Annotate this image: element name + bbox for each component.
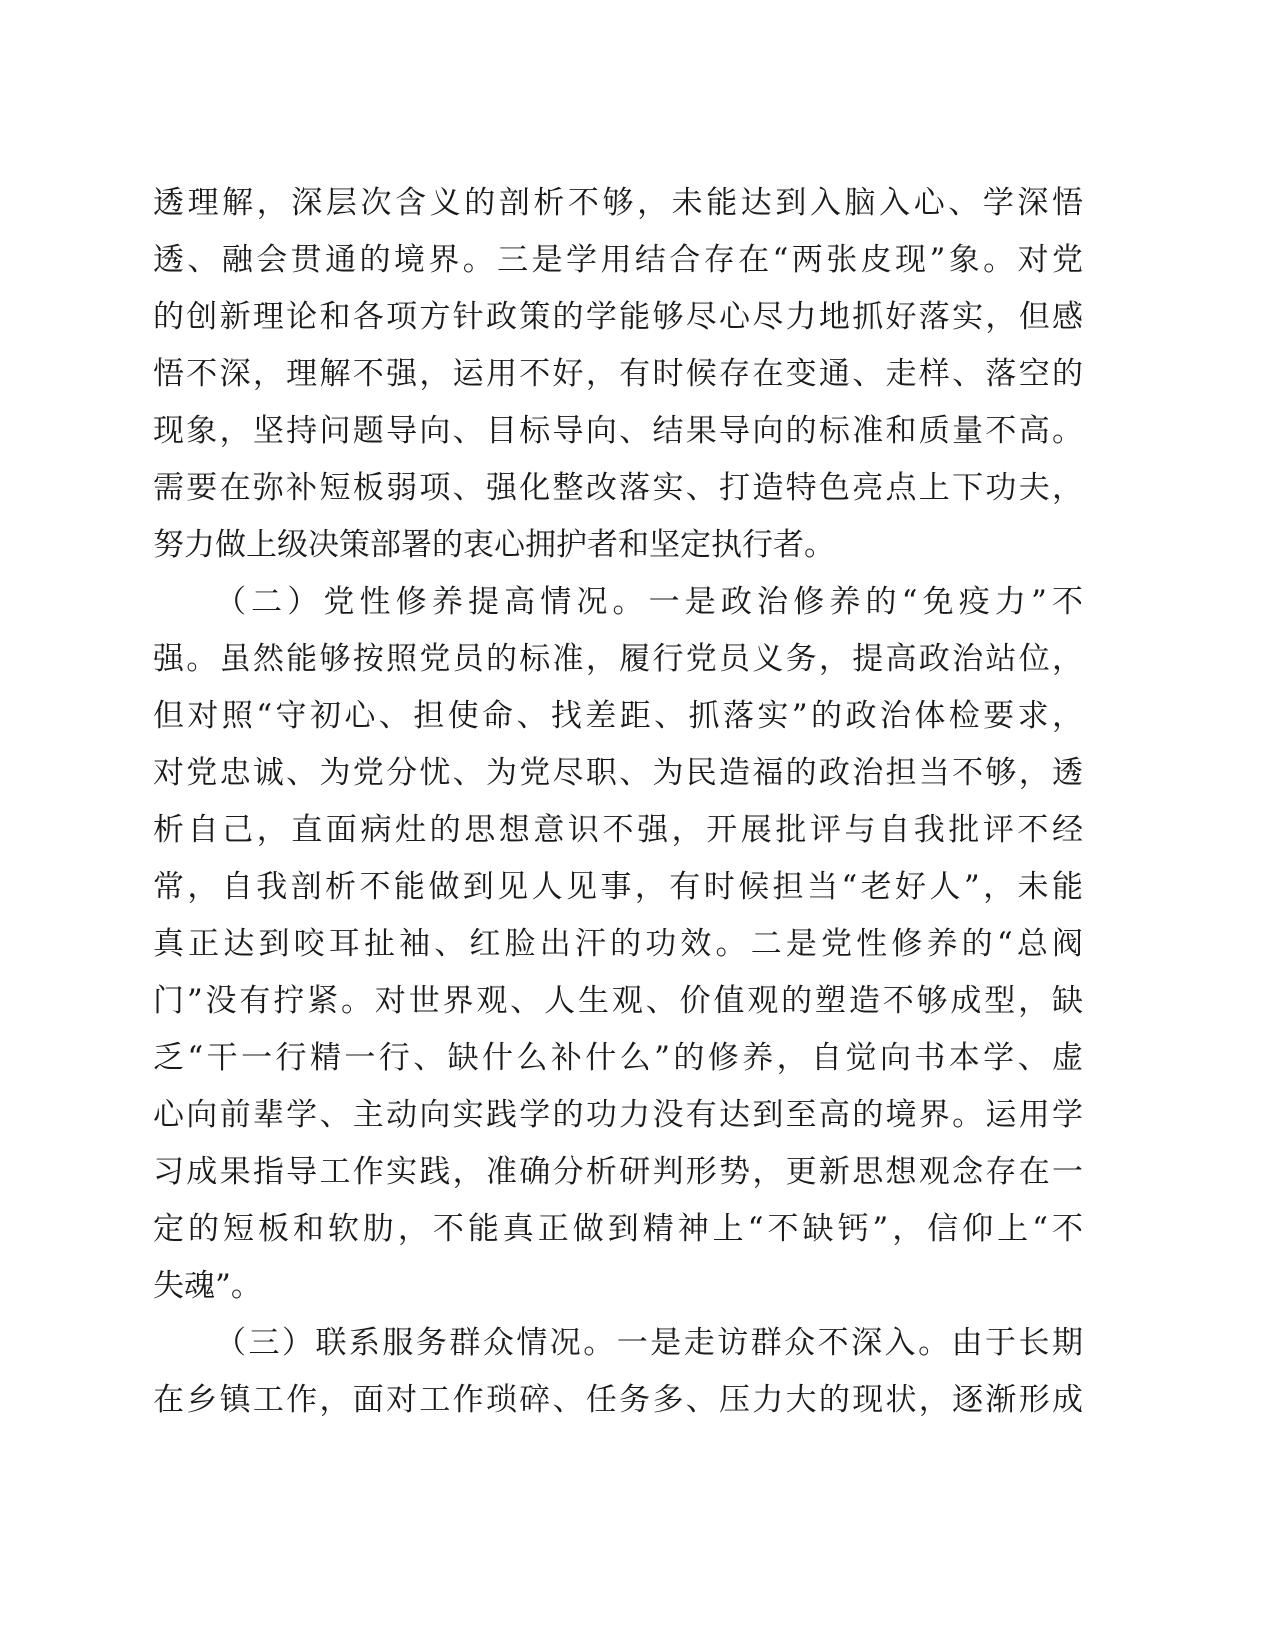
text-line: 对党忠诚、为党分忧、为党尽职、为民造福的政治担当不够，透 <box>153 755 1083 791</box>
text-line: 透理解，深层次含义的剖析不够，未能达到入脑入心、学深悟 <box>153 185 1083 221</box>
text-line: 强。虽然能够按照党员的标准，履行党员义务，提高政治站位， <box>153 641 1083 677</box>
text-line: 努力做上级决策部署的衷心拥护者和坚定执行者。 <box>153 527 835 563</box>
section-heading-line: （三）联系服务群众情况。一是走访群众不深入。由于长期 <box>215 1325 1083 1361</box>
text-line: 现象，坚持问题导向、目标导向、结果导向的标准和质量不高。 <box>153 413 1083 449</box>
text-line: 真正达到咬耳扯袖、红脸出汗的功效。二是党性修养的“总阀 <box>153 926 1083 962</box>
text-line: 乏“干一行精一行、缺什么补什么”的修养，自觉向书本学、虚 <box>153 1040 1083 1076</box>
text-line: 习成果指导工作实践，准确分析研判形势，更新思想观念存在一 <box>153 1154 1083 1190</box>
text-line: 的创新理论和各项方针政策的学能够尽心尽力地抓好落实，但感 <box>153 299 1083 335</box>
text-line: 但对照“守初心、担使命、找差距、抓落实”的政治体检要求， <box>153 698 1083 734</box>
text-line: 心向前辈学、主动向实践学的功力没有达到至高的境界。运用学 <box>153 1097 1083 1133</box>
text-line: 失魂”。 <box>153 1268 262 1304</box>
text-line: 常，自我剖析不能做到见人见事，有时候担当“老好人”，未能 <box>153 869 1083 905</box>
text-line: 门”没有拧紧。对世界观、人生观、价值观的塑造不够成型，缺 <box>153 983 1083 1019</box>
text-line: 悟不深，理解不强，运用不好，有时候存在变通、走样、落空的 <box>153 356 1083 392</box>
text-line: 定的短板和软肋，不能真正做到精神上“不缺钙”，信仰上“不 <box>153 1211 1083 1247</box>
text-line: 析自己，直面病灶的思想意识不强，开展批评与自我批评不经 <box>153 812 1083 848</box>
section-heading-line: （二）党性修养提高情况。一是政治修养的“免疫力”不 <box>215 584 1083 620</box>
text-line: 在乡镇工作，面对工作琐碎、任务多、压力大的现状，逐渐形成 <box>153 1382 1083 1418</box>
text-line: 需要在弥补短板弱项、强化整改落实、打造特色亮点上下功夫， <box>153 470 1083 506</box>
text-line: 透、融会贯通的境界。三是学用结合存在“两张皮现”象。对党 <box>153 242 1083 278</box>
